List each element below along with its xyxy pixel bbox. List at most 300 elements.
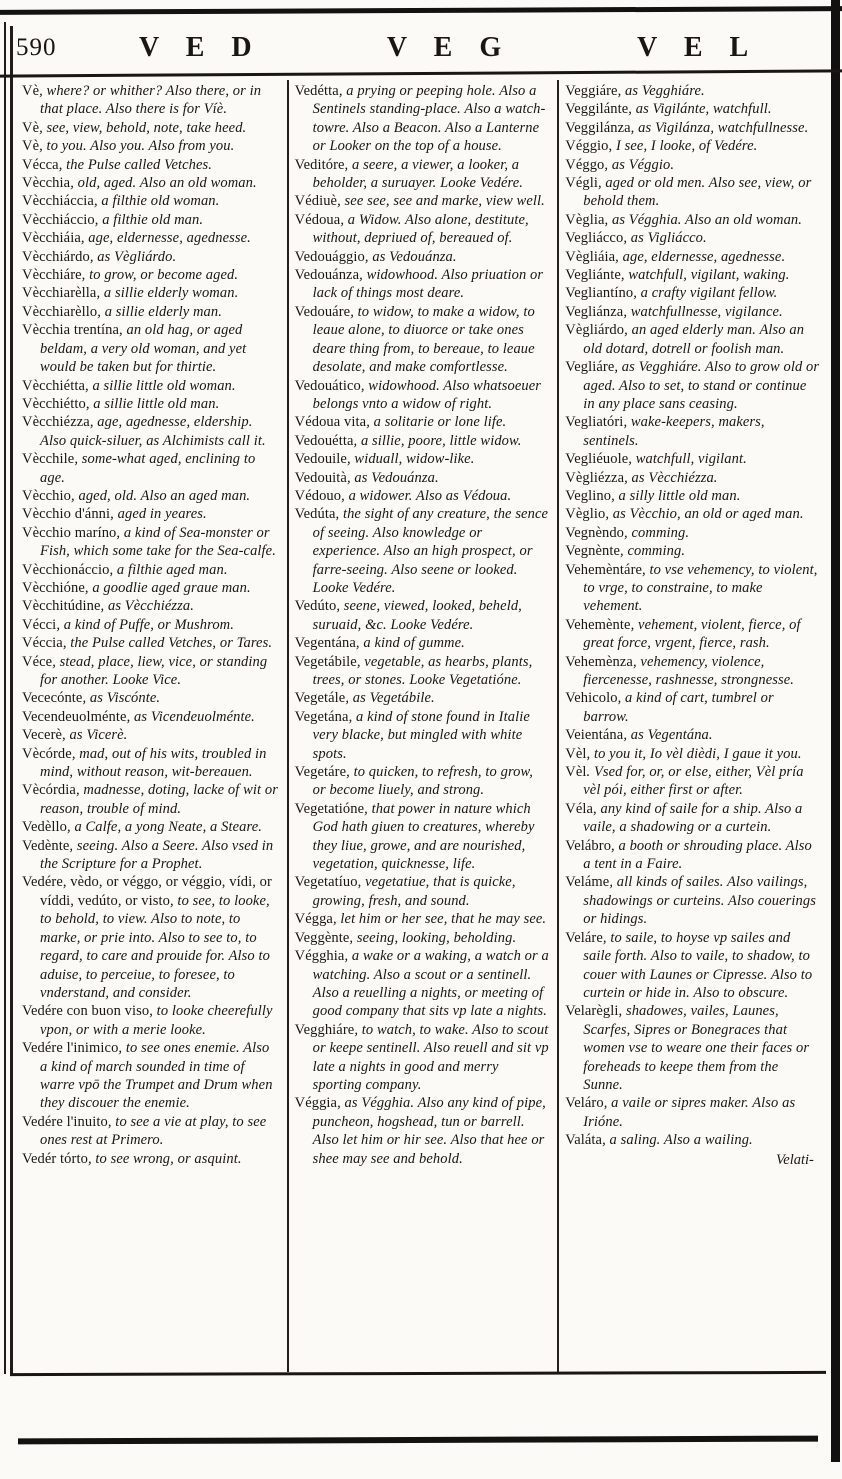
entry-definition: , a goodlie aged graue man. [84,579,251,596]
entry-definition: , as Vicerè. [62,727,128,744]
dictionary-entry [22,781,279,818]
dictionary-entry [565,174,820,211]
entry-definition: , a sillie little old woman. [85,377,236,394]
entry-headword: Véla [565,800,594,817]
entry-headword: Veggiáre [565,83,618,99]
entry-definition: , to widow, to make a widow, to leaue alone, to diuorce or take ones deare thing from, to bereaue, to leaue desolate, and make comfortlesse. [312,303,535,376]
entry-definition: , a Widow. Also alone, destitute, without, depriued of, bereaued of. [312,211,529,247]
dictionary-entry [22,837,279,874]
dictionary-entry [22,653,279,690]
entry-definition: , as Vedouánza. [346,469,439,486]
entry-headword: Vedènte [22,837,70,854]
entry-headword: Vècchiáre [22,267,82,284]
dictionary-entry [295,432,550,450]
entry-definition: , the Pulse called Vetches. [58,156,213,173]
entry-headword: Vegnènte [565,543,621,560]
entry-headword: Vè [22,83,40,99]
entry-headword: Vedouáre [294,303,351,320]
entry-headword: Vècchiáccio [22,211,95,228]
entry-definition: , a kind of cart, tumbrel or barrow. [583,690,774,725]
entry-definition: , vehement, violent, fierce, of great force, vrgent, fierce, rash. [583,616,801,652]
dictionary-entry [22,616,279,634]
entry-headword: Vedér tórto [22,1150,88,1167]
entry-headword: Vehemènte [565,616,631,633]
dictionary-entry [565,211,820,229]
entry-headword: Vegetána [294,708,349,725]
entry-headword: Vècchiáccia [22,193,94,210]
entry-headword: Vegliácco [565,230,624,247]
dictionary-entry [565,119,820,137]
dictionary-entry [565,303,820,321]
entry-definition: , a filthie old man. [94,211,204,228]
section-heading-ved: V E D [139,32,262,63]
dictionary-entry [22,524,279,561]
entry-headword: Védiuè [294,193,338,210]
dictionary-entry [295,929,550,947]
dictionary-entry [22,229,279,247]
entry-headword: Vécca [22,156,59,173]
dictionary-entry [565,524,820,542]
header-divider-rule [0,69,842,77]
entry-headword: Vèglio [565,506,606,523]
entry-headword: Véccia [22,635,63,652]
dictionary-entry [565,1002,820,1094]
entry-definition: , a kind of gumme. [355,635,465,652]
entry-headword: Veglino [565,487,612,504]
entry-definition: , to you it, Io vèl dièdi, I gaue it you. [586,745,802,762]
section-heading-vel: V E L [637,32,759,63]
dictionary-entry [295,487,550,505]
entry-headword: Vècchio d'ánni [22,506,111,523]
dictionary-text-area [16,80,828,1372]
left-border-line-outer [4,22,6,1374]
dictionary-entry [22,745,279,782]
entry-definition: , mad, out of his wits, troubled in mind, without reason, wit-bereauen. [40,745,267,781]
entry-headword: Vedére l'inimico [22,1040,119,1057]
dictionary-entry [295,708,550,763]
dictionary-entry [565,487,820,505]
entry-definition: , old, aged. Also an old woman. [70,175,257,192]
entry-definition: , as Viscónte. [82,690,161,707]
entry-definition: , to watch, to wake. Also to scout or keepe sentinell. Also reuell and sit vp late a nights in good and merry sporting company. [312,1021,549,1093]
entry-definition: , stead, place, liew, vice, or standing for another. Looke Vice. [40,653,268,688]
entry-definition: , as Vegetábile. [345,690,435,707]
left-border-line-inner [10,26,13,1374]
dictionary-entry [565,100,820,118]
entry-definition: , vehemency, violence, fiercenesse, rashnesse, strongnesse. [583,653,794,688]
dictionary-entry [565,763,820,800]
dictionary-entry [295,634,550,652]
dictionary-entry [295,211,550,248]
entry-headword: Vehemènza [565,653,633,670]
dictionary-entry [565,229,820,247]
entry-headword: Vegghiáre [294,1021,355,1038]
dictionary-entry [22,726,279,744]
dictionary-entry [295,469,550,487]
dictionary-entry [295,450,550,468]
dictionary-entry [295,377,550,414]
entry-headword: Vedèllo [22,819,67,836]
section-headings [76,32,822,64]
entry-headword: Vècchiárdo [22,248,90,265]
dictionary-entry [295,156,550,193]
dictionary-entry [565,745,820,763]
entry-definition: , to looke cheerefully vpon, or with a merie looke. [40,1003,273,1038]
entry-definition: , as Vigilánte, watchfull. [628,101,772,118]
dictionary-entry [22,450,279,487]
entry-headword: Veditóre [294,156,345,173]
entry-headword: Vedúta [294,506,336,523]
section-heading-veg: V E G [386,32,512,63]
entry-definition: , vegetable, as hearbs, plants, trees, or stones. Looke Vegetatióne. [312,653,533,688]
entry-definition: , watchfull, vigilant. [628,451,747,468]
entry-definition: , as Vedouánza. [364,248,457,265]
entry-definition: , a sillie, poore, little widow. [353,432,522,449]
entry-headword: Vegetále [294,690,346,707]
scan-right-edge [831,0,840,1462]
entry-definition: , to saile, to hoyse vp sailes and saile forth. Also to vaile, to shadow, to couer with Launes or Cipresse. Also to curtein or hide in. Also to obscure. [583,929,813,1001]
entry-headword: Vedouánza [294,267,360,284]
entry-headword: Vècchile [22,451,75,468]
dictionary-entry [295,82,550,156]
entry-definition: , watchfull, vigilant, waking. [620,267,790,284]
entry-headword: Veláro [565,1095,604,1112]
entry-headword: Vegetábile [294,653,357,670]
scan-bottom-edge [18,1436,818,1445]
dictionary-entry [22,321,279,376]
dictionary-entry [22,708,279,726]
entry-definition: , watchfullnesse, vigilance. [623,303,783,320]
dictionary-entry [565,137,820,155]
entry-headword: Vècchitúdine [22,598,101,615]
dictionary-entry [22,597,279,615]
entry-headword: Védoua [294,211,341,228]
entry-definition: , a filthie aged man. [109,561,228,578]
entry-definition: , a sillie little old man. [85,395,220,412]
entry-headword: Vè [22,119,40,136]
entry-headword: Vècórde [22,745,72,762]
entry-headword: Vedouático [294,377,361,394]
entry-headword: Vegliéuole [565,451,629,468]
entry-headword: Vègliárdo [565,322,625,339]
entry-headword: Veláre [565,929,603,946]
entry-definition: , an aged elderly man. Also an old dotard, dotrell or foolish man. [583,322,805,357]
entry-definition: , as Vegentána. [623,727,713,744]
dictionary-entry [565,469,820,487]
entry-definition: , a filthie old woman. [93,193,220,210]
dictionary-entry [22,248,279,266]
dictionary-entry [295,910,550,928]
entry-definition: , a kind of Sea-monster or Fish, which some take for the Sea-calfe. [40,524,276,560]
entry-headword: Vehicolo [565,690,618,707]
dictionary-entry [295,1021,550,1095]
dictionary-column-2 [287,80,558,1372]
dictionary-entry [565,321,820,358]
dictionary-entry [565,689,820,726]
entry-headword: Vegliáre [565,359,615,376]
entry-headword: Vècchia [22,175,71,192]
dictionary-entry [295,248,550,266]
entry-definition: , the sight of any creature, the sence of seeing. Also knowledge or experience. Also an high prospect, or farre-seeing. Also seene or looked. Looke Vedére. [312,506,549,596]
entry-definition: , that power in nature which God hath giuen to creatures, whereby they liue, growe, and are nourished, vegetation, quicknesse, life. [312,800,535,873]
entry-headword: Véggio [565,138,609,155]
entry-definition: , a wake or a waking, a watch or a watching. Also a scout or a sentinell. Also a reuelling a nights, or meeting of good company that sits vp late a nights. [312,948,549,1020]
entry-definition: , all kinds of sailes. Also vailings, shadowings or curteins. Also couerings or hidings. [583,874,816,928]
entry-headword: Vègliézza [565,469,625,486]
entry-headword: Vèl [565,745,587,762]
dictionary-entry [22,119,279,137]
entry-headword: Veggènte [294,929,350,946]
dictionary-entry [22,395,279,413]
entry-headword: Vegliánte [565,267,621,284]
entry-definition: , wake-keepers, makers, sentinels. [583,414,765,449]
entry-definition: , to grow, or become aged. [81,267,239,284]
dictionary-entry [565,266,820,284]
entry-headword: Vècchio maríno [22,524,117,541]
entry-definition: , as Vigilánza, watchfullnesse. [630,119,809,136]
entry-headword: Vècchiézza [22,414,90,431]
entry-definition: , a saling. Also a wailing. [602,1132,753,1149]
entry-definition: , see see, see and marke, view well. [337,193,545,210]
dictionary-column-3 [557,80,828,1372]
entry-headword: Veggilánte [565,101,629,118]
dictionary-entry [565,248,820,266]
entry-headword: Vècchia trentína [22,322,120,339]
dictionary-entry [565,561,820,616]
entry-definition: , shadowes, vailes, Launes, Scarfes, Sipres or Bonegraces that women vse to weare one their faces or foreheads to keepe them from the Sunne. [583,1003,810,1093]
entry-headword: Vecendeuolménte [22,708,127,725]
entry-definition: , a kind of stone found in Italie very blacke, but mingled with white spots. [312,708,530,762]
running-head [16,26,822,70]
entry-headword: Vedére l'inuito [22,1113,108,1130]
entry-definition: , age, agednesse, eldership. Also quick-siluer, as Alchimists call it. [40,414,266,449]
entry-definition: . Vsed for, or, or else, either, Vèl pría vèl pói, either first or after. [583,764,804,799]
dictionary-entry [22,634,279,652]
entry-headword: Veláme [565,874,610,891]
entry-headword: Véggo [565,156,605,173]
entry-headword: Végga [294,911,333,928]
entry-definition: , any kind of saile for a ship. Also a vaile, a shadowing or a curtein. [583,800,803,836]
entry-headword: Végghia [294,948,345,965]
entry-definition: , widowhood. Also priuation or lack of things most deare. [312,267,544,302]
entry-headword: Vècchionáccio [22,561,110,578]
entry-headword: Védoua vita [294,414,367,431]
dictionary-entry [22,818,279,836]
entry-definition: , a sillie elderly man. [97,303,222,320]
dictionary-entry [295,505,550,597]
dictionary-entry [22,561,279,579]
entry-headword: Vèl [565,764,587,781]
dictionary-entry [565,505,820,523]
dictionary-column-1 [16,80,287,1372]
dictionary-entry [295,653,550,690]
dictionary-entry [565,653,820,690]
entry-headword: Vedúto [294,598,337,615]
entry-definition: , as Vècchiézza. [100,598,194,615]
page-number: 590 [16,34,57,61]
entry-definition: , as Vegghiáre. [617,83,705,99]
entry-definition: , see, view, behold, note, take heed. [39,119,247,136]
entry-definition: , comming. [620,543,686,560]
entry-headword: Velábro [565,837,612,854]
entry-definition: , a widower. Also as Védoua. [341,487,512,504]
entry-headword: Vécci [22,616,57,633]
dictionary-entry [295,800,550,874]
dictionary-entry [22,689,279,707]
dictionary-entry [22,377,279,395]
entry-definition: , to quicken, to refresh, to grow, or become liuely, and strong. [312,764,533,799]
dictionary-entry [295,303,550,377]
entry-definition: , a seere, a viewer, a looker, a beholder, a suruayer. Looke Vedére. [312,156,523,192]
dictionary-entry [295,413,550,431]
dictionary-entry [22,211,279,229]
entry-headword: Vegentána [294,635,356,652]
entry-definition: , age, eldernesse, agednesse. [80,230,251,247]
dictionary-entry [295,873,550,910]
entry-definition: , an old hag, or aged beldam, a very old woman, and yet would be taken but for thirtie. [40,322,247,376]
entry-headword: Vedouággio [294,248,365,265]
dictionary-entry [295,597,550,634]
entry-headword: Vècchiáia [22,230,81,247]
entry-definition: , to see, to looke, to behold, to view. Also to note, to marke, or prie into. Also to see to, to regard, to care and prouide for. Also to aduise, to perceiue, to foresee, to vnderstand, and consider. [40,892,270,1001]
entry-definition: , aged in yeares. [110,506,207,523]
entry-headword: Veggilánza [565,119,631,136]
dictionary-entry [22,579,279,597]
dictionary-entry [22,1150,279,1168]
entry-definition: , a vaile or sipres maker. Also as Irióne. [583,1095,796,1130]
dictionary-entry [295,192,550,210]
entry-headword: Vegetatióne [294,800,365,817]
entry-headword: Vegliantíno [565,285,634,302]
entry-headword: Vececónte [22,690,83,707]
entry-definition: , as Végghia. Also any kind of pipe, puncheon, hogshead, tun or barrell. Also let him or hir see. Also that hee or shee may see and behold. [312,1095,546,1167]
entry-definition: , as Véggio. [604,156,675,173]
entry-headword: Vècórdia [22,782,76,799]
dictionary-entry [565,929,820,1003]
entry-definition: , where? or whither? Also there, or in that place. Also there is for Víè. [39,83,262,118]
entry-headword: Vegliatóri [565,414,624,431]
entry-definition: , seene, viewed, looked, beheld, suruaid, &c. Looke Vedére. [312,598,522,633]
dictionary-entry [565,156,820,174]
entry-headword: Vegetatíuo [294,874,358,891]
dictionary-entry [295,1094,550,1168]
dictionary-entry [22,174,279,192]
entry-headword: Vecerè [22,727,63,744]
entry-definition: , to see ones enemie. Also a kind of march sounded in time of warre vpō the Trumpet and Drum when they discouer the enemie. [40,1040,273,1112]
dictionary-entry [565,726,820,744]
dictionary-entry [22,82,279,119]
entry-definition: , to see a vie at play, to see ones rest at Primero. [40,1113,267,1149]
entry-headword: Velarègli [565,1003,619,1020]
entry-definition: , to vse vehemency, to violent, to vrge, to constraine, to make vehement. [583,561,818,615]
entry-definition: , a silly little old man. [611,487,741,504]
entry-definition: , as Végghia. Also an old woman. [604,211,802,228]
entry-definition: , seeing. Also a Seere. Also vsed in the Scripture for a Prophet. [40,837,274,873]
dictionary-entry [22,413,279,450]
entry-definition: , as Vècchio, an old or aged man. [605,506,804,523]
entry-headword: Vècchióne [22,579,85,596]
dictionary-entry [295,689,550,707]
dictionary-entry [565,873,820,928]
dictionary-entry [565,616,820,653]
dictionary-entry [22,266,279,284]
dictionary-entry [22,137,279,155]
catchword: Velati- [776,1151,814,1168]
entry-definition: , aged or old men. Also see, view, or behold them. [583,175,812,210]
dictionary-entry [22,303,279,321]
entry-definition: , a prying or peeping hole. Also a Sentinels standing-place. Also a watch-towre. Also a Beacon. Also a Lanterne or Looker on the top of a house. [312,83,546,155]
entry-headword: Vècchiarèllo [22,303,98,320]
entry-headword: Vègliáia [565,248,616,265]
entry-definition: , comming. [624,524,690,541]
entry-definition: , as Vècchiézza. [624,469,718,486]
entry-headword: Vèglia [565,211,605,228]
entry-headword: Végli [565,175,598,192]
dictionary-entry [565,413,820,450]
dictionary-entry [565,800,820,837]
entry-definition: , as Vicendeuolménte. [126,708,255,725]
dictionary-entry [22,1002,279,1039]
entry-headword: Vècchiétta [22,377,85,394]
entry-definition: , a booth or shrouding place. Also a tent in a Faire. [583,837,812,873]
entry-definition: , to see wrong, or asquint. [87,1150,242,1167]
entry-headword: Véggia [294,1095,338,1112]
entry-headword: Vehemèntáre [565,561,643,578]
entry-headword: Vedére con buon viso [22,1003,150,1020]
dictionary-entry [565,542,820,560]
entry-headword: Vedouità [294,469,347,486]
dictionary-entry [22,1113,279,1150]
dictionary-entry [295,763,550,800]
dictionary-entry [295,947,550,1021]
dictionary-entry [22,192,279,210]
dictionary-entry [565,358,820,413]
dictionary-entry [22,505,279,523]
entry-headword: Vegnèndo [565,524,625,541]
entry-headword: Veientána [565,727,624,744]
dictionary-entry [22,487,279,505]
entry-definition: , vegetatiue, that is quicke, growing, fresh, and sound. [312,874,516,909]
page-top-rule [0,6,842,15]
dictionary-entry [295,266,550,303]
entry-headword: Valáta [565,1132,603,1149]
entry-definition: , a Calfe, a yong Neate, a Steare. [67,819,262,836]
entry-definition: , the Pulse called Vetches, or Tares. [62,635,273,652]
entry-definition: , to you. Also you. Also from you. [39,138,235,155]
dictionary-entry [565,837,820,874]
entry-headword: Vedére, vèdo, or véggo, or véggio, vídi, or víddi, vedúto, or visto [22,874,272,909]
dictionary-entry [565,1094,820,1131]
dictionary-entry [565,284,820,302]
entry-definition: , as Vègliárdo. [89,248,177,265]
entry-definition: , widowhood. Also whatsoeuer belongs vnto a widow of right. [312,377,542,412]
entry-definition: , madnesse, doting, lacke of wit or reason, trouble of mind. [40,782,278,817]
entry-headword: Vegliánza [565,303,624,320]
dictionary-entry [22,1039,279,1113]
dictionary-entry [565,82,820,100]
entry-headword: Vedétta [294,83,339,99]
entry-definition: , as Vigliácco. [623,230,707,247]
entry-headword: Vècchiarèlla [22,285,97,302]
entry-definition: , some-what aged, enclining to age. [40,451,256,486]
entry-headword: Vècchiétto [22,395,86,412]
entry-definition: , widuall, widow-like. [346,451,475,468]
entry-definition: , a crafty vigilant fellow. [633,285,778,302]
entry-definition: , age, eldernesse, agednesse. [615,248,786,265]
dictionary-entry [22,873,279,1002]
entry-definition: , let him or her see, that he may see. [332,911,547,928]
entry-definition: , seeing, looking, beholding. [349,929,517,946]
